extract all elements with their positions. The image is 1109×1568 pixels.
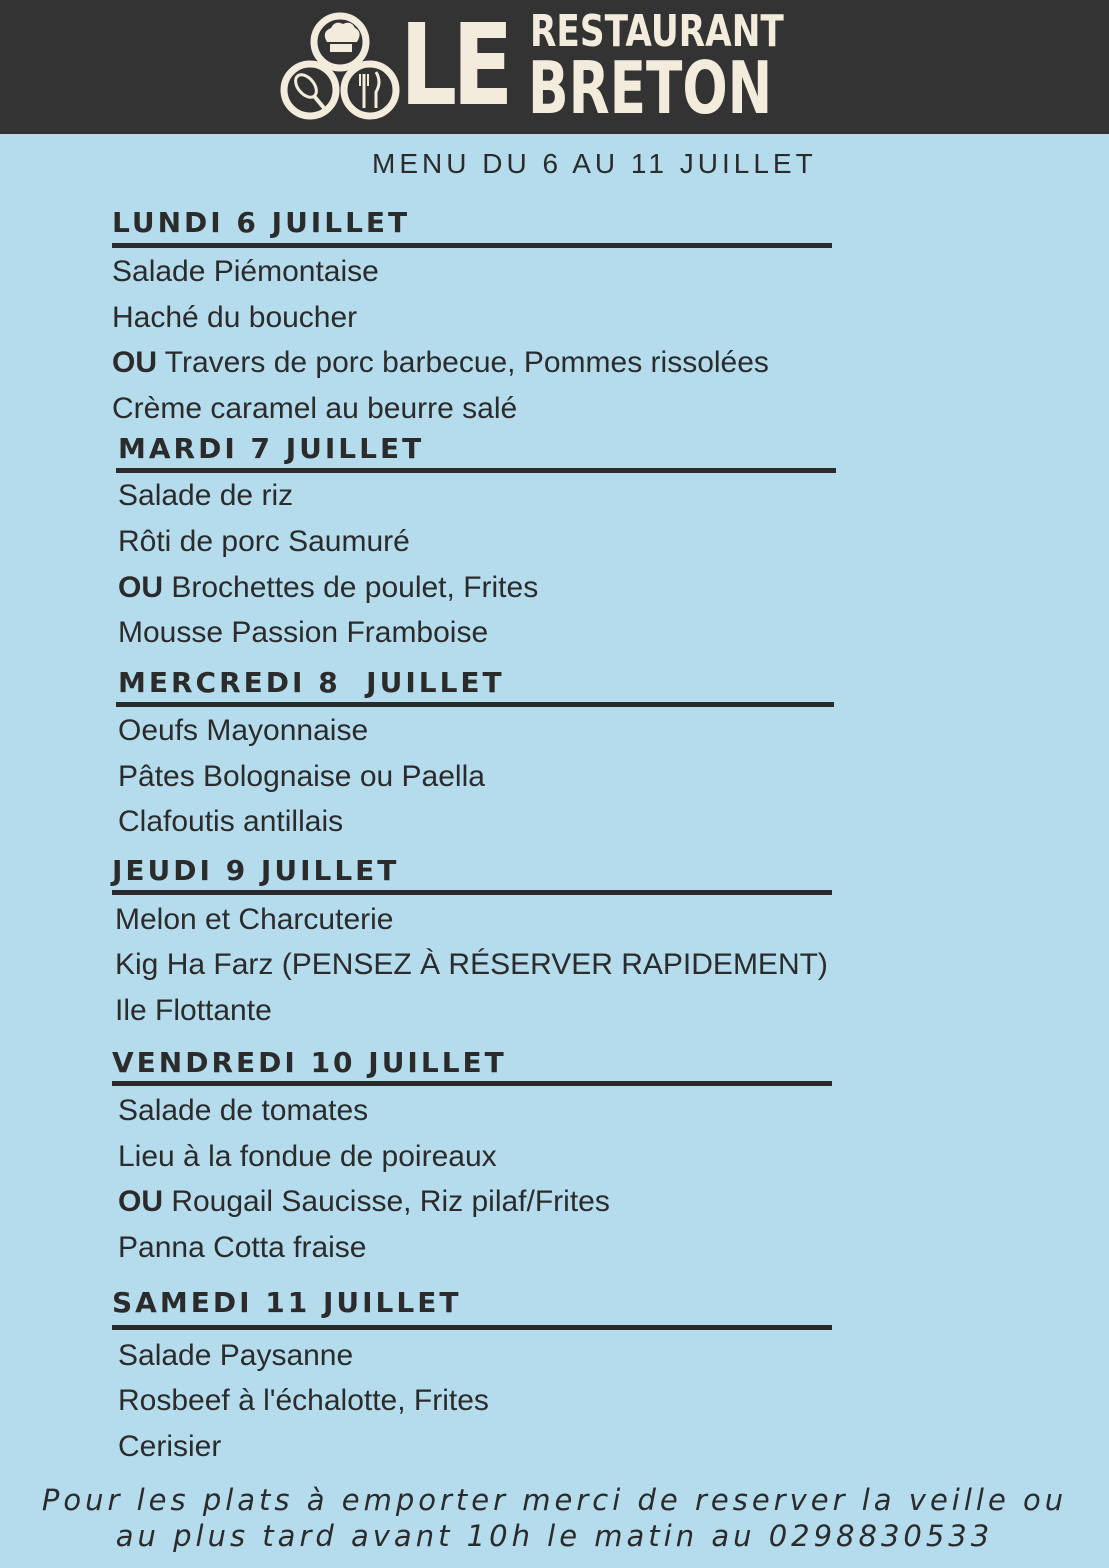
footer-note-line-1: Pour les plats à emporter merci de reserver la veille ou <box>41 1483 1068 1517</box>
menu-item: OU Brochettes de poulet, Frites <box>118 571 539 604</box>
day-divider <box>116 468 836 473</box>
brand-restaurant: RESTAURANT <box>530 6 784 57</box>
menu-item: Oeufs Mayonnaise <box>118 714 369 747</box>
day-divider <box>116 702 834 707</box>
menu-item: Rosbeef à l'échalotte, Frites <box>118 1384 489 1417</box>
day-title-lundi: LUNDI 6 JUILLET <box>112 206 411 239</box>
day-title-mardi: MARDI 7 JUILLET <box>118 432 425 465</box>
day-divider <box>112 243 832 248</box>
menu-item: Pâtes Bolognaise ou Paella <box>118 760 485 793</box>
brand-le: LE <box>400 1 509 131</box>
day-title-samedi: SAMEDI 11 JUILLET <box>112 1286 462 1319</box>
menu-item: Salade Paysanne <box>118 1339 354 1372</box>
menu-item: Salade de riz <box>118 479 294 512</box>
whisk-icon <box>284 64 336 116</box>
menu-item: Melon et Charcuterie <box>115 903 394 936</box>
menu-item: Panna Cotta fraise <box>118 1231 367 1264</box>
brand-breton: BRETON <box>528 46 773 130</box>
day-divider <box>112 1325 832 1330</box>
footer-note-line-2: au plus tard avant 10h le matin au 0298830533 <box>115 1519 994 1553</box>
menu-subtitle: MENU DU 6 AU 11 JUILLET <box>372 148 817 179</box>
menu-item: Salade Piémontaise <box>112 255 379 288</box>
restaurant-logo <box>280 8 402 124</box>
menu-item: Mousse Passion Framboise <box>118 616 489 649</box>
menu-item: Ile Flottante <box>115 994 272 1027</box>
menu-item: Rôti de porc Saumuré <box>118 525 410 558</box>
fork-knife-icon <box>344 64 396 116</box>
menu-item: Kig Ha Farz (PENSEZ À RÉSERVER RAPIDEMENT) <box>115 948 828 981</box>
menu-item: Lieu à la fondue de poireaux <box>118 1140 497 1173</box>
menu-item: Salade de tomates <box>118 1094 369 1127</box>
menu-item: OU Travers de porc barbecue, Pommes rissolées <box>112 346 769 379</box>
menu-item: Clafoutis antillais <box>118 805 344 838</box>
header-banner <box>0 0 1109 134</box>
chef-hat-icon <box>314 16 366 68</box>
day-title-mercredi: MERCREDI 8 JUILLET <box>118 666 505 699</box>
menu-item: Cerisier <box>118 1430 222 1463</box>
menu-item: Crème caramel au beurre salé <box>112 392 518 425</box>
day-divider <box>112 1081 832 1086</box>
menu-item: Haché du boucher <box>112 301 358 334</box>
day-divider <box>112 890 832 895</box>
day-title-jeudi: JEUDI 9 JUILLET <box>112 854 400 887</box>
menu-item: OU Rougail Saucisse, Riz pilaf/Frites <box>118 1185 610 1218</box>
day-title-vendredi: VENDREDI 10 JUILLET <box>112 1046 507 1079</box>
